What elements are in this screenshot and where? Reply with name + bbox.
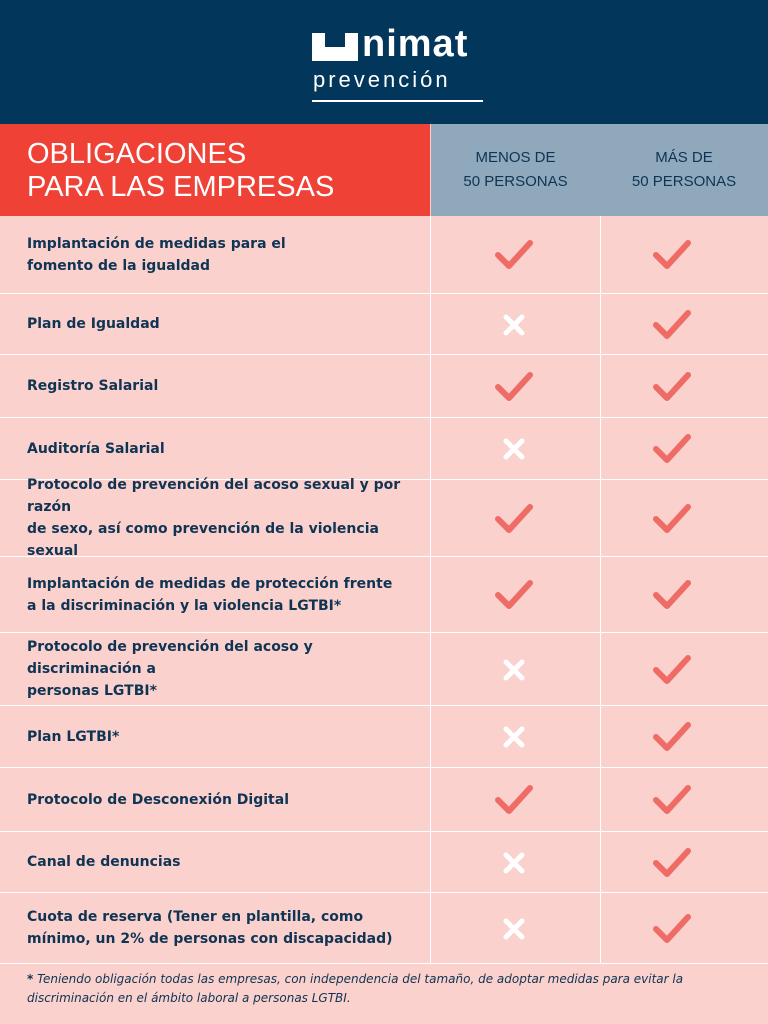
- table-row: [0, 355, 768, 418]
- obligation-label-text: Protocolo de Desconexión Digital: [27, 791, 289, 808]
- title-line-1: OBLIGACIONES: [27, 138, 247, 170]
- checkmark-icon: [652, 308, 692, 342]
- cross-icon: [494, 720, 534, 754]
- checkmark-icon: [652, 238, 692, 272]
- checkmark-icon: [494, 578, 534, 612]
- checkmark-icon: [652, 912, 692, 946]
- obligation-label-text: Plan LGTBI*: [27, 728, 120, 745]
- header-banner: [0, 0, 768, 124]
- table-row: [0, 294, 768, 355]
- obligation-label-text: Canal de denuncias: [27, 854, 181, 870]
- obligation-label-text: Registro Salarial: [27, 378, 159, 394]
- obligation-label: [27, 294, 422, 354]
- table-row: [0, 557, 768, 633]
- obligation-label: [27, 832, 422, 892]
- obligation-label: [27, 557, 422, 632]
- table-row: [0, 768, 768, 832]
- column-header-menos-50: [431, 124, 600, 216]
- checkmark-icon: [652, 370, 692, 404]
- obligation-label-text: Implantación de medidas para el fomento de la igualdad: [27, 235, 286, 274]
- obligation-label: [27, 418, 422, 479]
- checkmark-icon: [494, 238, 534, 272]
- cross-icon: [494, 432, 534, 466]
- cross-icon: [494, 846, 534, 880]
- table-row: [0, 477, 768, 559]
- company-logo: [312, 23, 484, 102]
- logo-wordmark: nimat: [362, 23, 469, 65]
- column-header-line: 50 PERSONAS: [631, 173, 737, 190]
- title-line-2: PARA LAS EMPRESAS: [27, 171, 335, 203]
- obligation-label: [27, 706, 422, 767]
- column-divider: [430, 216, 431, 964]
- column-divider: [600, 216, 601, 964]
- checkmark-icon: [652, 502, 692, 536]
- obligation-label-text: Protocolo de prevención del acoso y discriminación a personas LGTBI*: [27, 639, 313, 699]
- obligation-label: [27, 893, 422, 963]
- table-row: [0, 893, 768, 964]
- checkmark-icon: [652, 578, 692, 612]
- logo-subtitle: prevención: [313, 67, 451, 92]
- checkmark-icon: [652, 653, 692, 687]
- table-row: [0, 633, 768, 706]
- column-header-line: 50 PERSONAS: [463, 173, 568, 190]
- obligation-label-text: Auditoría Salarial: [27, 440, 165, 457]
- table-row: [0, 706, 768, 768]
- table-row: [0, 216, 768, 294]
- footnote-marker: *: [27, 972, 34, 986]
- logo-mark-icon: [312, 33, 358, 61]
- column-header-line: MENOS DE: [475, 149, 556, 166]
- column-header-mas-50: [600, 124, 768, 216]
- checkmark-icon: [494, 370, 534, 404]
- checkmark-icon: [652, 783, 692, 817]
- logo-underline: [312, 100, 483, 102]
- table-row: [0, 418, 768, 480]
- obligation-label: [27, 216, 422, 293]
- checkmark-icon: [652, 846, 692, 880]
- footnote: [27, 970, 747, 1008]
- table-title: [0, 124, 430, 216]
- obligation-label: [27, 768, 422, 831]
- checkmark-icon: [652, 720, 692, 754]
- cross-icon: [494, 912, 534, 946]
- obligation-label: [27, 633, 422, 705]
- obligation-label-text: Protocolo de prevención del acoso sexual y por razón de sexo, así como prevención de la violencia sexual: [27, 477, 401, 559]
- checkmark-icon: [494, 502, 534, 536]
- obligation-label-text: Cuota de reserva (Tener en plantilla, como mínimo, un 2% de personas con discapacidad): [27, 909, 393, 947]
- obligation-label: [27, 355, 422, 417]
- cross-icon: [494, 308, 534, 342]
- checkmark-icon: [494, 783, 534, 817]
- obligation-label-text: Implantación de medidas de protección frente a la discriminación y la violencia LGTBI*: [27, 575, 393, 614]
- footnote-text: Teniendo obligación todas las empresas, con independencia del tamaño, de adoptar medidas para evitar la discriminación en el ámbito laboral a personas LGTBI.: [27, 972, 684, 1005]
- obligation-label-text: Plan de Igualdad: [27, 316, 160, 332]
- table-row: [0, 832, 768, 893]
- checkmark-icon: [652, 432, 692, 466]
- column-header-line: MÁS DE: [655, 149, 713, 166]
- obligation-label: [27, 477, 422, 559]
- cross-icon: [494, 653, 534, 687]
